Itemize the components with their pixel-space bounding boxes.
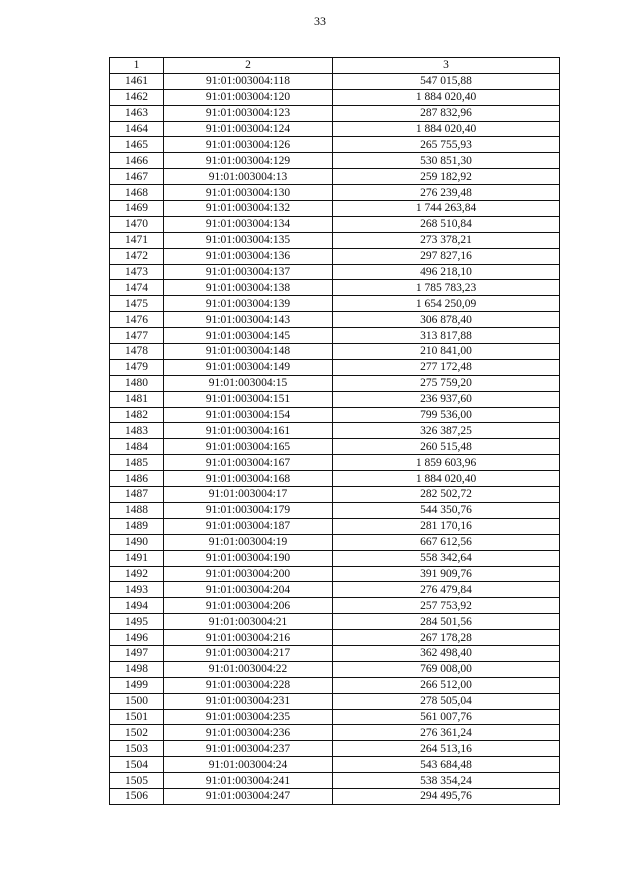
cadastral-number-cell: 91:01:003004:132 [164,201,333,217]
value-cell: 278 505,04 [333,693,560,709]
cadastral-number-cell: 91:01:003004:13 [164,169,333,185]
row-number-cell: 1466 [110,153,164,169]
row-number-cell: 1500 [110,693,164,709]
value-cell: 257 753,92 [333,598,560,614]
cadastral-number-cell: 91:01:003004:247 [164,788,333,804]
row-number-cell: 1489 [110,518,164,534]
value-cell: 558 342,64 [333,550,560,566]
value-cell: 769 008,00 [333,661,560,677]
value-cell: 282 502,72 [333,487,560,503]
cadastral-number-cell: 91:01:003004:129 [164,153,333,169]
row-number-cell: 1505 [110,773,164,789]
table-row [110,89,560,105]
cadastral-number-cell: 91:01:003004:179 [164,502,333,518]
cadastral-number-cell: 91:01:003004:241 [164,773,333,789]
row-number-cell: 1477 [110,328,164,344]
row-number-cell: 1467 [110,169,164,185]
table-row [110,296,560,312]
value-cell: 287 832,96 [333,105,560,121]
cadastral-number-cell: 91:01:003004:216 [164,630,333,646]
table-row [110,121,560,137]
cadastral-number-cell: 91:01:003004:235 [164,709,333,725]
table-row [110,439,560,455]
cadastral-number-cell: 91:01:003004:135 [164,232,333,248]
table-row [110,487,560,503]
cadastral-number-cell: 91:01:003004:130 [164,185,333,201]
value-cell: 276 479,84 [333,582,560,598]
header-cell-3: 3 [333,58,560,74]
cadastral-number-cell: 91:01:003004:19 [164,534,333,550]
table-row [110,471,560,487]
table-row [110,375,560,391]
value-cell: 667 612,56 [333,534,560,550]
row-number-cell: 1497 [110,645,164,661]
cadastral-number-cell: 91:01:003004:149 [164,359,333,375]
cadastral-number-cell: 91:01:003004:143 [164,312,333,328]
value-cell: 391 909,76 [333,566,560,582]
row-number-cell: 1496 [110,630,164,646]
value-cell: 306 878,40 [333,312,560,328]
value-cell: 294 495,76 [333,788,560,804]
cadastral-number-cell: 91:01:003004:206 [164,598,333,614]
cadastral-number-cell: 91:01:003004:151 [164,391,333,407]
value-cell: 266 512,00 [333,677,560,693]
table-row [110,788,560,804]
value-cell: 1 884 020,40 [333,89,560,105]
table-row [110,582,560,598]
table-row [110,169,560,185]
value-cell: 326 387,25 [333,423,560,439]
value-cell: 313 817,88 [333,328,560,344]
row-number-cell: 1501 [110,709,164,725]
header-row [110,58,560,74]
row-number-cell: 1480 [110,375,164,391]
value-cell: 265 755,93 [333,137,560,153]
row-number-cell: 1503 [110,741,164,757]
row-number-cell: 1461 [110,73,164,89]
row-number-cell: 1475 [110,296,164,312]
row-number-cell: 1481 [110,391,164,407]
table-row [110,423,560,439]
value-cell: 530 851,30 [333,153,560,169]
table-row [110,534,560,550]
row-number-cell: 1479 [110,359,164,375]
cadastral-number-cell: 91:01:003004:200 [164,566,333,582]
table-row [110,312,560,328]
value-cell: 496 218,10 [333,264,560,280]
table-row [110,614,560,630]
cadastral-number-cell: 91:01:003004:204 [164,582,333,598]
table-row [110,630,560,646]
row-number-cell: 1483 [110,423,164,439]
value-cell: 297 827,16 [333,248,560,264]
row-number-cell: 1487 [110,487,164,503]
table-row [110,73,560,89]
row-number-cell: 1499 [110,677,164,693]
row-number-cell: 1476 [110,312,164,328]
row-number-cell: 1494 [110,598,164,614]
table-row [110,661,560,677]
cadastral-number-cell: 91:01:003004:137 [164,264,333,280]
table-row [110,741,560,757]
row-number-cell: 1490 [110,534,164,550]
table-row [110,264,560,280]
table-row [110,137,560,153]
table-row [110,185,560,201]
table-row [110,598,560,614]
row-number-cell: 1502 [110,725,164,741]
row-number-cell: 1472 [110,248,164,264]
row-number-cell: 1491 [110,550,164,566]
cadastral-number-cell: 91:01:003004:139 [164,296,333,312]
row-number-cell: 1468 [110,185,164,201]
value-cell: 1 654 250,09 [333,296,560,312]
page-number: 33 [314,14,326,28]
cadastral-number-cell: 91:01:003004:126 [164,137,333,153]
value-cell: 543 684,48 [333,757,560,773]
table-row [110,677,560,693]
value-cell: 538 354,24 [333,773,560,789]
cadastral-number-cell: 91:01:003004:123 [164,105,333,121]
row-number-cell: 1469 [110,201,164,217]
value-cell: 268 510,84 [333,216,560,232]
cadastral-number-cell: 91:01:003004:190 [164,550,333,566]
value-cell: 276 361,24 [333,725,560,741]
row-number-cell: 1473 [110,264,164,280]
value-cell: 362 498,40 [333,645,560,661]
value-cell: 276 239,48 [333,185,560,201]
value-cell: 260 515,48 [333,439,560,455]
table-row [110,645,560,661]
row-number-cell: 1471 [110,232,164,248]
header-cell-2: 2 [164,58,333,74]
row-number-cell: 1486 [110,471,164,487]
row-number-cell: 1492 [110,566,164,582]
value-cell: 259 182,92 [333,169,560,185]
table-row [110,344,560,360]
value-cell: 210 841,00 [333,344,560,360]
cadastral-number-cell: 91:01:003004:124 [164,121,333,137]
value-cell: 264 513,16 [333,741,560,757]
table-row [110,328,560,344]
cadastral-number-cell: 91:01:003004:165 [164,439,333,455]
cadastral-number-cell: 91:01:003004:237 [164,741,333,757]
table-row [110,232,560,248]
row-number-cell: 1484 [110,439,164,455]
row-number-cell: 1474 [110,280,164,296]
row-number-cell: 1506 [110,788,164,804]
cadastral-number-cell: 91:01:003004:15 [164,375,333,391]
table-row [110,248,560,264]
cadastral-number-cell: 91:01:003004:120 [164,89,333,105]
row-number-cell: 1498 [110,661,164,677]
value-cell: 273 378,21 [333,232,560,248]
table-row [110,550,560,566]
value-cell: 561 007,76 [333,709,560,725]
header-cell-1: 1 [110,58,164,74]
table-row [110,201,560,217]
table-row [110,566,560,582]
table-row [110,105,560,121]
table-row [110,455,560,471]
row-number-cell: 1463 [110,105,164,121]
table-row [110,280,560,296]
table-row [110,693,560,709]
value-cell: 547 015,88 [333,73,560,89]
cadastral-number-cell: 91:01:003004:168 [164,471,333,487]
cadastral-number-cell: 91:01:003004:228 [164,677,333,693]
value-cell: 1 744 263,84 [333,201,560,217]
cadastral-number-cell: 91:01:003004:21 [164,614,333,630]
value-cell: 267 178,28 [333,630,560,646]
table-row [110,216,560,232]
value-cell: 1 859 603,96 [333,455,560,471]
value-cell: 277 172,48 [333,359,560,375]
row-number-cell: 1465 [110,137,164,153]
cadastral-number-cell: 91:01:003004:134 [164,216,333,232]
cadastral-number-cell: 91:01:003004:236 [164,725,333,741]
cadastral-number-cell: 91:01:003004:138 [164,280,333,296]
row-number-cell: 1504 [110,757,164,773]
value-cell: 236 937,60 [333,391,560,407]
cadastral-number-cell: 91:01:003004:24 [164,757,333,773]
cadastral-number-cell: 91:01:003004:118 [164,73,333,89]
table-row [110,502,560,518]
cadastral-number-cell: 91:01:003004:231 [164,693,333,709]
cadastral-number-cell: 91:01:003004:22 [164,661,333,677]
row-number-cell: 1485 [110,455,164,471]
registry-table [109,57,560,805]
table-body [110,73,560,804]
row-number-cell: 1488 [110,502,164,518]
row-number-cell: 1464 [110,121,164,137]
value-cell: 275 759,20 [333,375,560,391]
cadastral-number-cell: 91:01:003004:217 [164,645,333,661]
cadastral-number-cell: 91:01:003004:148 [164,344,333,360]
row-number-cell: 1495 [110,614,164,630]
cadastral-number-cell: 91:01:003004:154 [164,407,333,423]
row-number-cell: 1493 [110,582,164,598]
cadastral-number-cell: 91:01:003004:17 [164,487,333,503]
table-row [110,359,560,375]
cadastral-number-cell: 91:01:003004:187 [164,518,333,534]
value-cell: 1 884 020,40 [333,471,560,487]
table-row [110,709,560,725]
row-number-cell: 1482 [110,407,164,423]
table-row [110,391,560,407]
table-row [110,153,560,169]
value-cell: 281 170,16 [333,518,560,534]
row-number-cell: 1462 [110,89,164,105]
table-row [110,725,560,741]
value-cell: 544 350,76 [333,502,560,518]
table-row [110,407,560,423]
cadastral-number-cell: 91:01:003004:161 [164,423,333,439]
cadastral-number-cell: 91:01:003004:136 [164,248,333,264]
cadastral-number-cell: 91:01:003004:145 [164,328,333,344]
value-cell: 799 536,00 [333,407,560,423]
row-number-cell: 1478 [110,344,164,360]
table-row [110,518,560,534]
cadastral-number-cell: 91:01:003004:167 [164,455,333,471]
table-row [110,757,560,773]
value-cell: 284 501,56 [333,614,560,630]
table-row [110,773,560,789]
row-number-cell: 1470 [110,216,164,232]
value-cell: 1 785 783,23 [333,280,560,296]
value-cell: 1 884 020,40 [333,121,560,137]
